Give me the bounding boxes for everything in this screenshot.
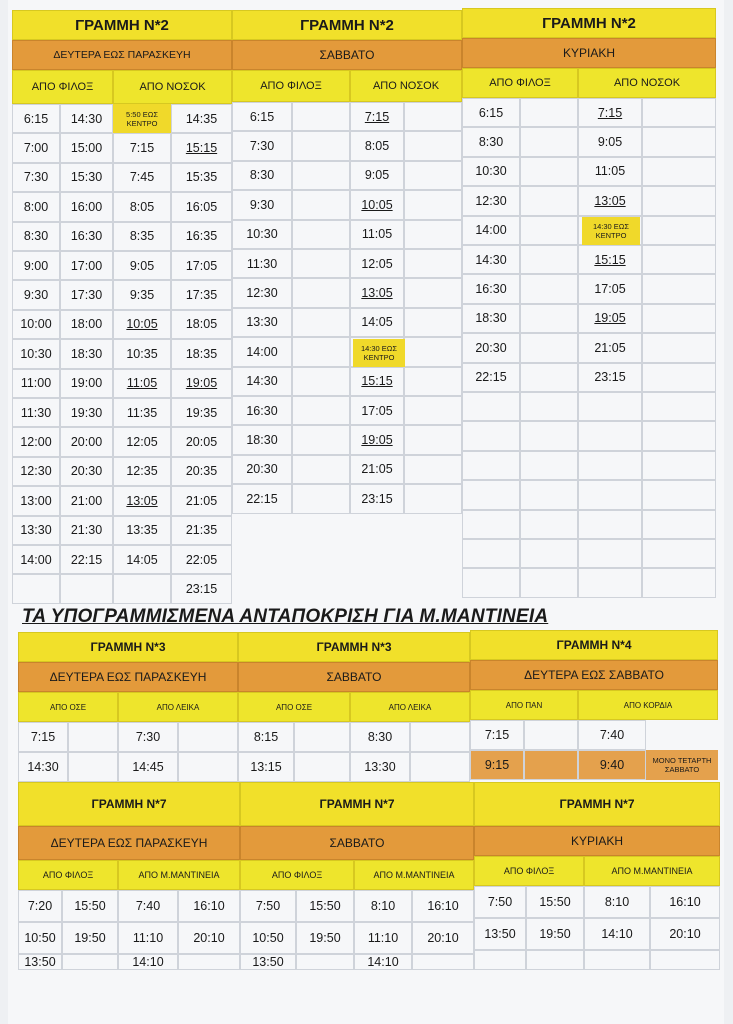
l2k-cell: 21:05 xyxy=(578,333,642,362)
l2w-cell: 14:35 xyxy=(171,104,232,133)
l2s-cell: 22:15 xyxy=(232,484,292,513)
line4-title: ΓΡΑΜΜΗ Ν*4 xyxy=(470,630,718,660)
l2s-cell xyxy=(404,102,462,131)
l2k-cell xyxy=(642,451,716,480)
l2w-cell: 19:00 xyxy=(60,369,113,398)
l7s-cell: 14:10 xyxy=(354,954,412,970)
line3-saturday-from-leika: ΑΠΟ ΛΕΙΚΑ xyxy=(350,692,470,722)
l2k-cell: 10:30 xyxy=(462,157,520,186)
l7k-cell xyxy=(584,950,650,970)
l2k-cell xyxy=(642,539,716,568)
l7s-cell xyxy=(412,954,474,970)
l2k-cell xyxy=(520,539,578,568)
l2k-cell xyxy=(462,480,520,509)
l2s-cell xyxy=(292,190,350,219)
l2s-cell xyxy=(292,367,350,396)
l2s-cell xyxy=(292,249,350,278)
l2s-cell xyxy=(292,455,350,484)
l2w-cell: 14:00 xyxy=(12,545,60,574)
l2s-cell: 7:30 xyxy=(232,131,292,160)
l7w-cell: 13:50 xyxy=(18,954,62,970)
l2k-cell xyxy=(578,568,642,597)
l7s-cell xyxy=(296,954,354,970)
l2w-cell: 19:30 xyxy=(60,398,113,427)
l2k-cell xyxy=(520,157,578,186)
l2k-cell xyxy=(462,568,520,597)
l2s-cell xyxy=(404,425,462,454)
line7-weekday-days: ΔΕΥΤΕΡΑ ΕΩΣ ΠΑΡΑΣΚΕΥΗ xyxy=(18,826,240,860)
l2k-cell xyxy=(520,333,578,362)
l7k-cell: 15:50 xyxy=(526,886,584,918)
l2s-cell: 13:05 xyxy=(350,278,404,307)
l2s-cell: 12:05 xyxy=(350,249,404,278)
l2k-cell xyxy=(520,216,578,245)
line3-saturday-days: ΣΑΒΒΑΤΟ xyxy=(238,662,470,692)
l7k-cell xyxy=(474,950,526,970)
l2w-cell: 16:35 xyxy=(171,222,232,251)
l2s-cell: 6:15 xyxy=(232,102,292,131)
l7s-cell: 8:10 xyxy=(354,890,412,922)
l2w-cell: 17:05 xyxy=(171,251,232,280)
l7w-cell: 7:40 xyxy=(118,890,178,922)
l2w-cell: 9:35 xyxy=(113,280,171,309)
l2w-cell: 8:30 xyxy=(12,222,60,251)
l2w-cell: 18:05 xyxy=(171,310,232,339)
line7-sunday-title: ΓΡΑΜΜΗ Ν*7 xyxy=(474,782,720,826)
l2k-cell xyxy=(520,392,578,421)
l2w-cell: 6:15 xyxy=(12,104,60,133)
l2k-cell: 16:30 xyxy=(462,274,520,303)
l2w-cell: 15:00 xyxy=(60,133,113,162)
l2s-cell xyxy=(292,337,350,366)
line3-weekday-title: ΓΡΑΜΜΗ Ν*3 xyxy=(18,632,238,662)
l2k-cell xyxy=(520,568,578,597)
l2w-cell: 8:00 xyxy=(12,192,60,221)
l2k-cell xyxy=(642,186,716,215)
l2w-cell: 7:15 xyxy=(113,133,171,162)
l3s-cell: 8:15 xyxy=(238,722,294,752)
l3s-cell xyxy=(294,722,350,752)
l2k-cell xyxy=(642,157,716,186)
l2s-cell xyxy=(292,131,350,160)
l2w-cell: 18:35 xyxy=(171,339,232,368)
line2-weekday-from-nosok: ΑΠΟ ΝΟΣΟΚ xyxy=(113,70,232,104)
l2w-cell: 7:45 xyxy=(113,163,171,192)
line2-saturday-days: ΣΑΒΒΑΤΟ xyxy=(232,40,462,70)
line2-saturday-from-nosok: ΑΠΟ ΝΟΣΟΚ xyxy=(350,70,462,102)
l2s-cell: 14:30 xyxy=(232,367,292,396)
l2s-cell: 9:05 xyxy=(350,161,404,190)
l2w-cell xyxy=(60,574,113,603)
l2w-cell: 7:30 xyxy=(12,163,60,192)
l3w-cell xyxy=(68,722,118,752)
l2w-cell: 15:35 xyxy=(171,163,232,192)
l2w-cell xyxy=(113,574,171,603)
l3s-cell: 13:30 xyxy=(350,752,410,782)
l7k-cell xyxy=(526,950,584,970)
l2w-cell: 15:15 xyxy=(171,133,232,162)
l2w-cell: 13:00 xyxy=(12,486,60,515)
l2k-cell xyxy=(520,127,578,156)
l2s-cell xyxy=(292,278,350,307)
l2s-cell: 16:30 xyxy=(232,396,292,425)
l3s-cell: 8:30 xyxy=(350,722,410,752)
l2w-cell: 12:05 xyxy=(113,427,171,456)
l2k-cell xyxy=(520,421,578,450)
l2w-cell: 10:35 xyxy=(113,339,171,368)
l7w-cell: 15:50 xyxy=(62,890,118,922)
l2w-cell: 13:35 xyxy=(113,516,171,545)
l7w-cell: 20:10 xyxy=(178,922,240,954)
l2k-cell xyxy=(642,245,716,274)
l2s-cell xyxy=(404,220,462,249)
line2-weekday-days: ΔΕΥΤΕΡΑ ΕΩΣ ΠΑΡΑΣΚΕΥΗ xyxy=(12,40,232,70)
l4-cell: 7:15 xyxy=(470,720,524,750)
l2k-cell: 15:15 xyxy=(578,245,642,274)
line7-sunday-days: ΚΥΡΙΑΚΗ xyxy=(474,826,720,856)
l2k-cell xyxy=(462,510,520,539)
l2w-cell: 20:35 xyxy=(171,457,232,486)
correspondence-banner: ΤΑ ΥΠΟΓΡΑΜΜΙΣΜΕΝΑ ΑΝΤΑΠΟΚΡΙΣΗ ΓΙΑ Μ.ΜΑΝΤΙΝΕΙΑ xyxy=(22,606,549,627)
line7-saturday-days: ΣΑΒΒΑΤΟ xyxy=(240,826,474,860)
l2w-cell: 21:35 xyxy=(171,516,232,545)
l4-cell: 9:15 xyxy=(470,750,524,780)
l2s-cell: 11:05 xyxy=(350,220,404,249)
line4-note: ΜΟΝΟ ΤΕΤΑΡΤΗ ΣΑΒΒΑΤΟ xyxy=(652,756,712,774)
l7s-cell: 10:50 xyxy=(240,922,296,954)
line2-weekday-early-note: 5:50 ΕΩΣ ΚΕΝΤΡΟ xyxy=(113,104,171,134)
l7w-cell: 10:50 xyxy=(18,922,62,954)
l2w-cell: 20:05 xyxy=(171,427,232,456)
l3w-cell xyxy=(178,722,238,752)
l2s-cell xyxy=(292,220,350,249)
line2-weekday-title: ΓΡΑΜΜΗ Ν*2 xyxy=(12,10,232,40)
l2w-cell: 9:30 xyxy=(12,280,60,309)
l2s-cell: 15:15 xyxy=(350,367,404,396)
l2k-cell xyxy=(642,304,716,333)
l2k-cell xyxy=(520,510,578,539)
line2-saturday-from-filox: ΑΠΟ ΦΙΛΟΞ xyxy=(232,70,350,102)
l2k-cell xyxy=(520,245,578,274)
l2s-cell xyxy=(404,161,462,190)
l2w-cell: 16:00 xyxy=(60,192,113,221)
l3w-cell xyxy=(178,752,238,782)
l2w-cell: 8:35 xyxy=(113,222,171,251)
l2w-cell: 21:05 xyxy=(171,486,232,515)
l2w-cell: 10:00 xyxy=(12,310,60,339)
l2k-cell: 6:15 xyxy=(462,98,520,127)
l2w-cell: 13:05 xyxy=(113,486,171,515)
l7s-cell: 7:50 xyxy=(240,890,296,922)
l2k-cell xyxy=(578,451,642,480)
l2k-cell: 9:05 xyxy=(578,127,642,156)
l2s-cell xyxy=(292,102,350,131)
l2s-cell xyxy=(404,455,462,484)
l2s-cell xyxy=(292,161,350,190)
l2w-cell: 11:00 xyxy=(12,369,60,398)
l2k-cell xyxy=(642,363,716,392)
line7-weekday-from-filox: ΑΠΟ ΦΙΛΟΞ xyxy=(18,860,118,890)
line7-saturday-from-filox: ΑΠΟ ΦΙΛΟΞ xyxy=(240,860,354,890)
l2k-cell xyxy=(520,480,578,509)
l2k-cell xyxy=(642,392,716,421)
l2w-cell: 17:00 xyxy=(60,251,113,280)
l2w-cell: 22:05 xyxy=(171,545,232,574)
l2s-cell xyxy=(292,425,350,454)
l2s-cell: 9:30 xyxy=(232,190,292,219)
l7k-cell: 14:10 xyxy=(584,918,650,950)
l4-cell: 7:40 xyxy=(578,720,646,750)
l7s-cell: 16:10 xyxy=(412,890,474,922)
l2k-cell: 13:05 xyxy=(578,186,642,215)
l2k-cell xyxy=(462,539,520,568)
line3-saturday-from-ose: ΑΠΟ ΟΣΕ xyxy=(238,692,350,722)
l2w-cell: 11:05 xyxy=(113,369,171,398)
l2s-cell xyxy=(292,396,350,425)
l2s-cell: 20:30 xyxy=(232,455,292,484)
l2k-cell xyxy=(520,274,578,303)
l2k-cell xyxy=(642,421,716,450)
l2k-cell xyxy=(642,480,716,509)
l7w-cell: 16:10 xyxy=(178,890,240,922)
l2k-cell xyxy=(520,304,578,333)
l2k-cell xyxy=(578,392,642,421)
l2k-cell: 22:15 xyxy=(462,363,520,392)
l2s-cell: 7:15 xyxy=(350,102,404,131)
l7k-cell: 16:10 xyxy=(650,886,720,918)
l4-cell xyxy=(524,720,578,750)
l3w-cell: 14:30 xyxy=(18,752,68,782)
l2s-cell xyxy=(404,190,462,219)
line7-sunday-from-mantineia: ΑΠΟ Μ.ΜΑΝΤΙΝΕΙΑ xyxy=(584,856,720,886)
line7-sunday-from-filox: ΑΠΟ ΦΙΛΟΞ xyxy=(474,856,584,886)
l2k-cell: 14:30 xyxy=(462,245,520,274)
l7w-cell: 14:10 xyxy=(118,954,178,970)
l2k-cell xyxy=(578,480,642,509)
l3w-cell: 7:30 xyxy=(118,722,178,752)
line4-days: ΔΕΥΤΕΡΑ ΕΩΣ ΣΑΒΒΑΤΟ xyxy=(470,660,718,690)
l2w-cell: 11:35 xyxy=(113,398,171,427)
l2w-cell xyxy=(12,574,60,603)
l2w-cell: 13:30 xyxy=(12,516,60,545)
l2s-cell: 18:30 xyxy=(232,425,292,454)
line4-from-kordia: ΑΠΟ ΚΟΡΔΙΑ xyxy=(578,690,718,720)
l7w-cell: 7:20 xyxy=(18,890,62,922)
l2w-cell: 14:05 xyxy=(113,545,171,574)
l2k-cell: 14:00 xyxy=(462,216,520,245)
l2k-cell xyxy=(520,363,578,392)
l2w-cell: 12:35 xyxy=(113,457,171,486)
l2s-cell: 14:00 xyxy=(232,337,292,366)
l2w-cell: 19:35 xyxy=(171,398,232,427)
line3-weekday-from-leika: ΑΠΟ ΛΕΙΚΑ xyxy=(118,692,238,722)
l2s-cell xyxy=(404,278,462,307)
l2k-cell xyxy=(578,421,642,450)
l2s-cell: 12:30 xyxy=(232,278,292,307)
l3w-cell xyxy=(68,752,118,782)
l2k-cell xyxy=(642,568,716,597)
l2w-cell: 15:30 xyxy=(60,163,113,192)
l2k-cell: 8:30 xyxy=(462,127,520,156)
l2w-cell: 10:30 xyxy=(12,339,60,368)
l7k-cell xyxy=(650,950,720,970)
l7s-cell: 19:50 xyxy=(296,922,354,954)
line7-weekday-from-mantineia: ΑΠΟ Μ.ΜΑΝΤΙΝΕΙΑ xyxy=(118,860,240,890)
l2w-cell: 14:30 xyxy=(60,104,113,133)
line2-saturday-title: ΓΡΑΜΜΗ Ν*2 xyxy=(232,10,462,40)
l2k-cell: 18:30 xyxy=(462,304,520,333)
l2s-cell: 11:30 xyxy=(232,249,292,278)
l2k-cell xyxy=(520,451,578,480)
line2-sunday-center-note: 14:30 ΕΩΣ ΚΕΝΤΡΟ xyxy=(582,217,640,245)
l2s-cell xyxy=(292,308,350,337)
l2s-cell: 10:30 xyxy=(232,220,292,249)
l2k-cell xyxy=(642,510,716,539)
l2k-cell: 17:05 xyxy=(578,274,642,303)
l7k-cell: 8:10 xyxy=(584,886,650,918)
l7s-cell: 20:10 xyxy=(412,922,474,954)
l2w-cell: 16:30 xyxy=(60,222,113,251)
l2s-cell xyxy=(404,337,462,366)
line2-weekday-from-filox: ΑΠΟ ΦΙΛΟΞ xyxy=(12,70,113,104)
l2k-cell: 7:15 xyxy=(578,98,642,127)
l3s-cell xyxy=(410,752,470,782)
l2w-cell: 12:00 xyxy=(12,427,60,456)
l7k-cell: 20:10 xyxy=(650,918,720,950)
line2-sunday-from-filox: ΑΠΟ ΦΙΛΟΞ xyxy=(462,68,578,98)
l2w-cell: 16:05 xyxy=(171,192,232,221)
l2s-cell xyxy=(404,367,462,396)
l3s-cell: 13:15 xyxy=(238,752,294,782)
l2k-cell: 11:05 xyxy=(578,157,642,186)
l2w-cell: 19:05 xyxy=(171,369,232,398)
l2k-cell xyxy=(642,274,716,303)
l2k-cell: 20:30 xyxy=(462,333,520,362)
l2w-cell: 10:05 xyxy=(113,310,171,339)
l7k-cell: 19:50 xyxy=(526,918,584,950)
l2w-cell: 21:00 xyxy=(60,486,113,515)
line7-saturday-from-mantineia: ΑΠΟ Μ.ΜΑΝΤΙΝΕΙΑ xyxy=(354,860,474,890)
l3s-cell xyxy=(410,722,470,752)
l2s-cell xyxy=(292,484,350,513)
l2k-cell xyxy=(462,451,520,480)
l2w-cell: 12:30 xyxy=(12,457,60,486)
l2w-cell: 23:15 xyxy=(171,574,232,603)
line2-sunday-title: ΓΡΑΜΜΗ Ν*2 xyxy=(462,8,716,38)
l7w-cell: 19:50 xyxy=(62,922,118,954)
l2s-cell: 23:15 xyxy=(350,484,404,513)
l7w-cell xyxy=(62,954,118,970)
l2k-cell: 23:15 xyxy=(578,363,642,392)
l2s-cell xyxy=(404,249,462,278)
l7s-cell: 13:50 xyxy=(240,954,296,970)
l2k-cell xyxy=(578,539,642,568)
line2-sunday-days: ΚΥΡΙΑΚΗ xyxy=(462,38,716,68)
l2w-cell: 17:30 xyxy=(60,280,113,309)
timetable-sheet xyxy=(8,0,724,1024)
l2s-cell xyxy=(404,396,462,425)
l2w-cell: 18:00 xyxy=(60,310,113,339)
l2w-cell: 21:30 xyxy=(60,516,113,545)
l2s-cell: 19:05 xyxy=(350,425,404,454)
l2k-cell xyxy=(462,421,520,450)
l2w-cell: 9:05 xyxy=(113,251,171,280)
line4-from-pan: ΑΠΟ ΠΑΝ xyxy=(470,690,578,720)
line3-saturday-title: ΓΡΑΜΜΗ Ν*3 xyxy=(238,632,470,662)
l7k-cell: 7:50 xyxy=(474,886,526,918)
l2w-cell: 18:30 xyxy=(60,339,113,368)
l2w-cell: 20:30 xyxy=(60,457,113,486)
l2s-cell: 21:05 xyxy=(350,455,404,484)
l2w-cell: 17:35 xyxy=(171,280,232,309)
l2s-cell: 8:30 xyxy=(232,161,292,190)
line3-weekday-from-ose: ΑΠΟ ΟΣΕ xyxy=(18,692,118,722)
l7k-cell: 13:50 xyxy=(474,918,526,950)
line7-saturday-title: ΓΡΑΜΜΗ Ν*7 xyxy=(240,782,474,826)
l2s-cell: 10:05 xyxy=(350,190,404,219)
l2k-cell xyxy=(520,98,578,127)
l7w-cell xyxy=(178,954,240,970)
l2k-cell xyxy=(642,333,716,362)
line7-weekday-title: ΓΡΑΜΜΗ Ν*7 xyxy=(18,782,240,826)
l2k-cell: 12:30 xyxy=(462,186,520,215)
l2w-cell: 11:30 xyxy=(12,398,60,427)
l4-cell: 9:40 xyxy=(578,750,646,780)
l2s-cell: 14:05 xyxy=(350,308,404,337)
l2w-cell: 22:15 xyxy=(60,545,113,574)
l2s-cell: 17:05 xyxy=(350,396,404,425)
l2w-cell: 9:00 xyxy=(12,251,60,280)
l2k-cell: 19:05 xyxy=(578,304,642,333)
l2k-cell xyxy=(642,127,716,156)
l2k-cell xyxy=(462,392,520,421)
l7s-cell: 11:10 xyxy=(354,922,412,954)
l2s-cell xyxy=(404,308,462,337)
l2k-cell xyxy=(642,98,716,127)
l2s-cell: 8:05 xyxy=(350,131,404,160)
l7w-cell: 11:10 xyxy=(118,922,178,954)
line3-weekday-days: ΔΕΥΤΕΡΑ ΕΩΣ ΠΑΡΑΣΚΕΥΗ xyxy=(18,662,238,692)
l2w-cell: 7:00 xyxy=(12,133,60,162)
l2s-cell xyxy=(404,131,462,160)
line2-saturday-center-note: 14:30 ΕΩΣ ΚΕΝΤΡΟ xyxy=(353,339,405,367)
l7s-cell: 15:50 xyxy=(296,890,354,922)
l3s-cell xyxy=(294,752,350,782)
l2s-cell: 13:30 xyxy=(232,308,292,337)
l2k-cell xyxy=(520,186,578,215)
l2w-cell: 8:05 xyxy=(113,192,171,221)
l2w-cell: 20:00 xyxy=(60,427,113,456)
l2k-cell xyxy=(642,216,716,245)
l3w-cell: 14:45 xyxy=(118,752,178,782)
l3w-cell: 7:15 xyxy=(18,722,68,752)
line2-sunday-from-nosok: ΑΠΟ ΝΟΣΟΚ xyxy=(578,68,716,98)
l2k-cell xyxy=(578,510,642,539)
l4-cell xyxy=(524,750,578,780)
l2s-cell xyxy=(404,484,462,513)
